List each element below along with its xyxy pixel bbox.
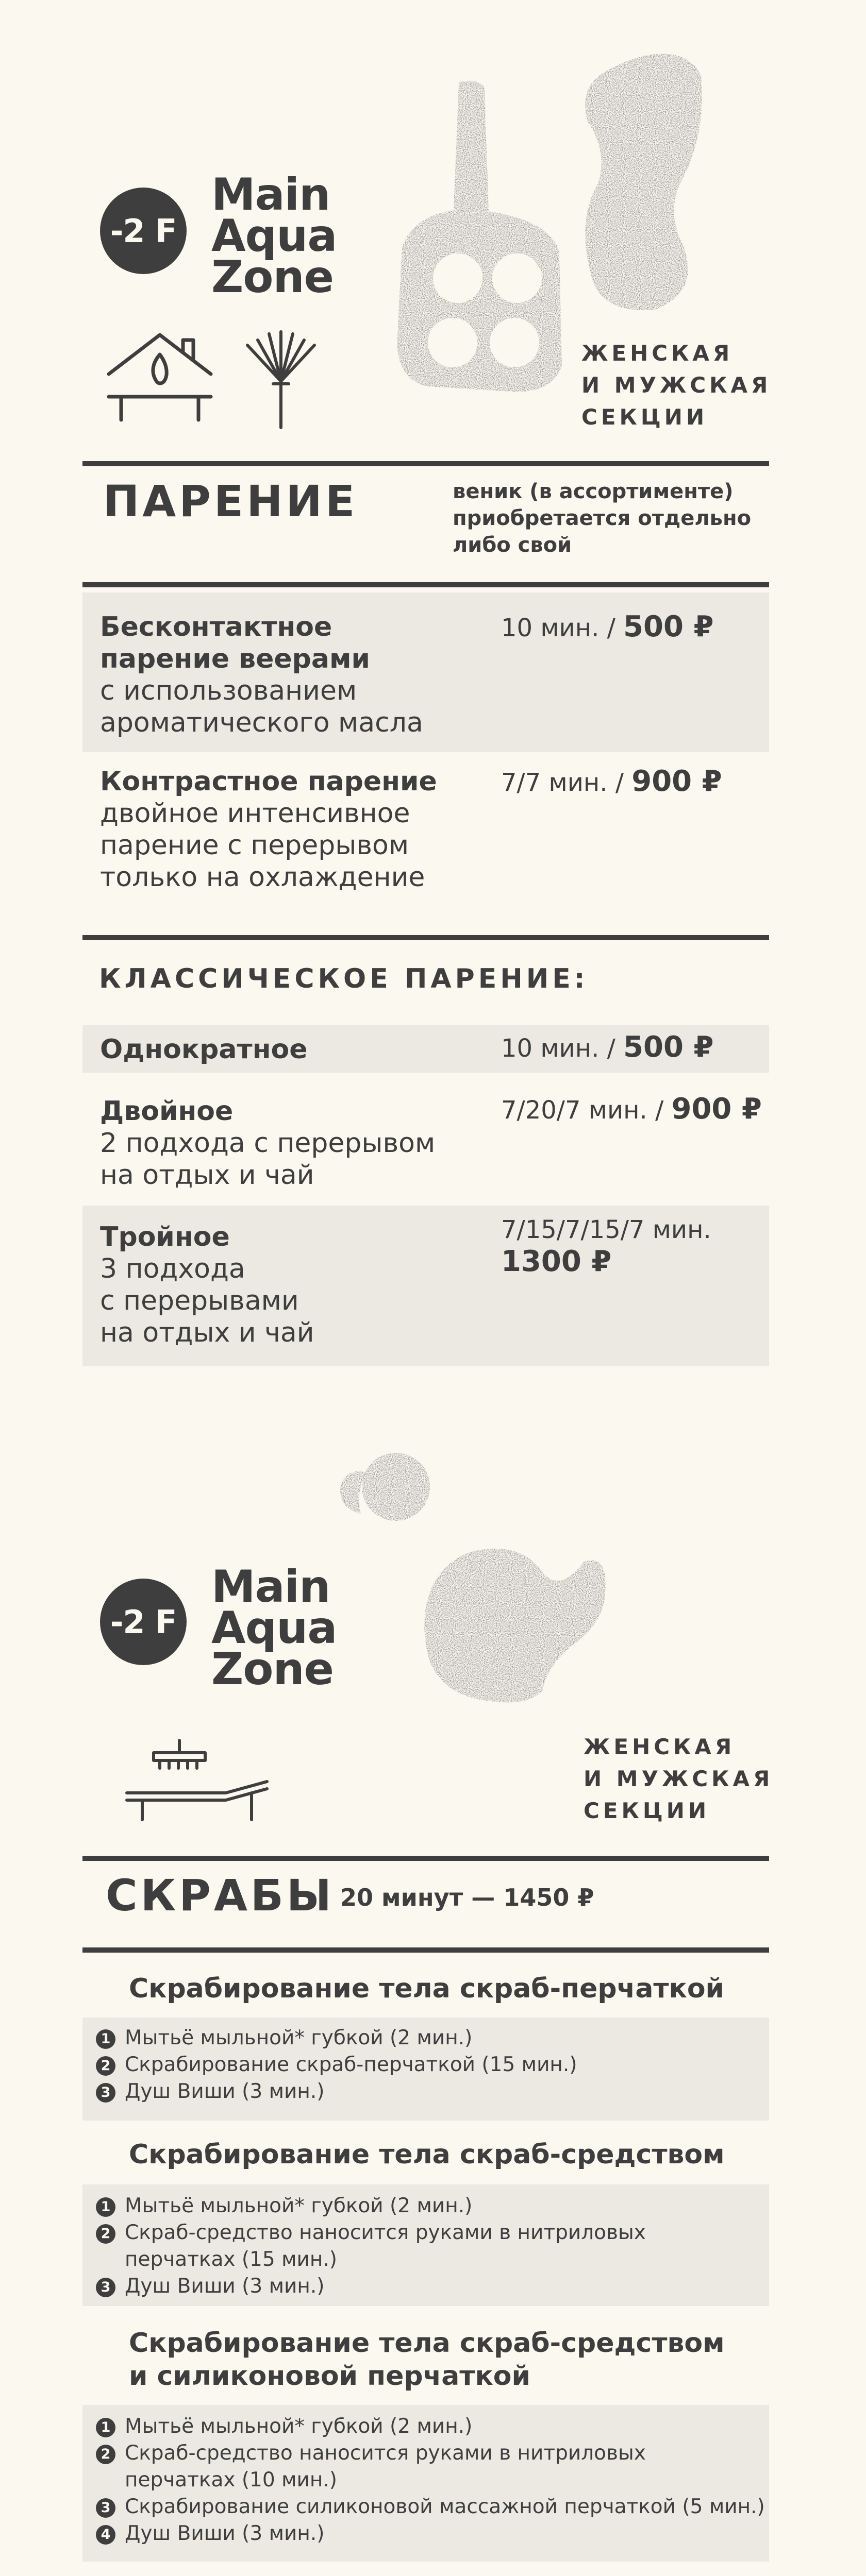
scrub-steps	[93, 2193, 646, 2300]
step-item: 3 Скрабирование силиконовой массажной перчаткой (5 мин.)	[93, 2494, 765, 2520]
step-item: 2 Скраб-средство наносится руками в нитриловых перчатках (15 мин.)	[93, 2219, 646, 2273]
floor-badge: -2 F	[100, 188, 187, 274]
step-item: 3 Душ Виши (3 мин.)	[93, 2273, 646, 2300]
scrub-steps	[93, 2413, 765, 2547]
sauna-house-icon	[106, 330, 214, 433]
service-name: Однократное	[100, 1034, 308, 1065]
service-price: 7/20/7 мин. / 900 ₽	[501, 1092, 762, 1126]
stone-pebble-art	[419, 1541, 609, 1706]
scrubs-title: СКРАБЫ	[106, 1870, 335, 1921]
service-price: 10 мин. / 500 ₽	[501, 610, 714, 643]
service-name: Тройное 3 подхода с перерывами на отдых и чай	[100, 1222, 314, 1348]
step-number: 3	[96, 2498, 115, 2518]
bath-broom-icon	[242, 330, 320, 433]
classic-title: КЛАССИЧЕСКОЕ ПАРЕНИЕ:	[99, 963, 589, 994]
step-number: 3	[96, 2083, 115, 2103]
zone-name: Main Aqua Zone	[211, 1561, 337, 1695]
step-item: 3 Душ Виши (3 мин.)	[93, 2078, 577, 2105]
step-number: 3	[96, 2278, 115, 2297]
step-number: 4	[96, 2525, 115, 2545]
service-price: 7/7 мин. / 900 ₽	[501, 765, 722, 798]
step-number: 2	[96, 2056, 115, 2076]
step-item: 2 Скрабирование скраб-перчаткой (15 мин.)	[93, 2052, 577, 2078]
floor-badge: -2 F	[100, 1579, 187, 1665]
step-number: 2	[96, 2224, 115, 2244]
stone-rock-art	[577, 49, 706, 312]
step-item: 2 Скраб-средство наносится руками в нитриловых перчатках (10 мин.)	[93, 2440, 765, 2494]
zone-name: Main Aqua Zone	[211, 169, 337, 303]
stone-ladle-art	[397, 77, 577, 397]
scrub-group-title: Скрабирование тела скраб-средством и силиконовой перчаткой	[129, 2328, 725, 2392]
divider	[82, 935, 769, 940]
step-number: 1	[96, 2418, 115, 2437]
step-number: 1	[96, 2029, 115, 2049]
step-number: 2	[96, 2445, 115, 2464]
service-name: Контрастное парение двойное интенсивное парение с перерывом только на охлаждение	[100, 766, 437, 893]
step-number: 1	[96, 2197, 115, 2217]
sections-label: ЖЕНСКАЯ И МУЖСКАЯ СЕКЦИИ	[584, 1734, 774, 1823]
step-item: 1 Мытьё мыльной* губкой (2 мин.)	[93, 2193, 646, 2219]
divider	[82, 1856, 769, 1861]
scrub-steps	[93, 2025, 577, 2105]
divider	[82, 461, 769, 466]
service-name: Бесконтактное парение веерами с использованием ароматического масла	[100, 612, 423, 738]
service-price: 10 мин. / 500 ₽	[501, 1030, 714, 1064]
sections-label: ЖЕНСКАЯ И МУЖСКАЯ СЕКЦИИ	[581, 341, 772, 430]
scrub-group-title: Скрабирование тела скраб-перчаткой	[129, 1973, 724, 2004]
broom-note: веник (в ассортименте) приобретается отдельно либо свой	[453, 480, 752, 557]
lounger-shower-icon	[123, 1737, 272, 1825]
step-item: 1 Мытьё мыльной* губкой (2 мин.)	[93, 2413, 765, 2440]
scrub-group-title: Скрабирование тела скраб-средством	[129, 2139, 725, 2170]
stone-circle-art	[335, 1452, 433, 1524]
steaming-title: ПАРЕНИЕ	[103, 476, 358, 527]
step-item: 1 Мытьё мыльной* губкой (2 мин.)	[93, 2025, 577, 2052]
service-price: 7/15/7/15/7 мин. 1300 ₽	[501, 1215, 711, 1278]
scrubs-price-info: 20 минут — 1450 ₽	[340, 1884, 594, 1911]
divider	[82, 1947, 769, 1953]
step-item: 4 Душ Виши (3 мин.)	[93, 2520, 765, 2547]
divider	[82, 582, 769, 587]
service-name: Двойное 2 подхода с перерывом на отдых и чай	[100, 1096, 436, 1191]
